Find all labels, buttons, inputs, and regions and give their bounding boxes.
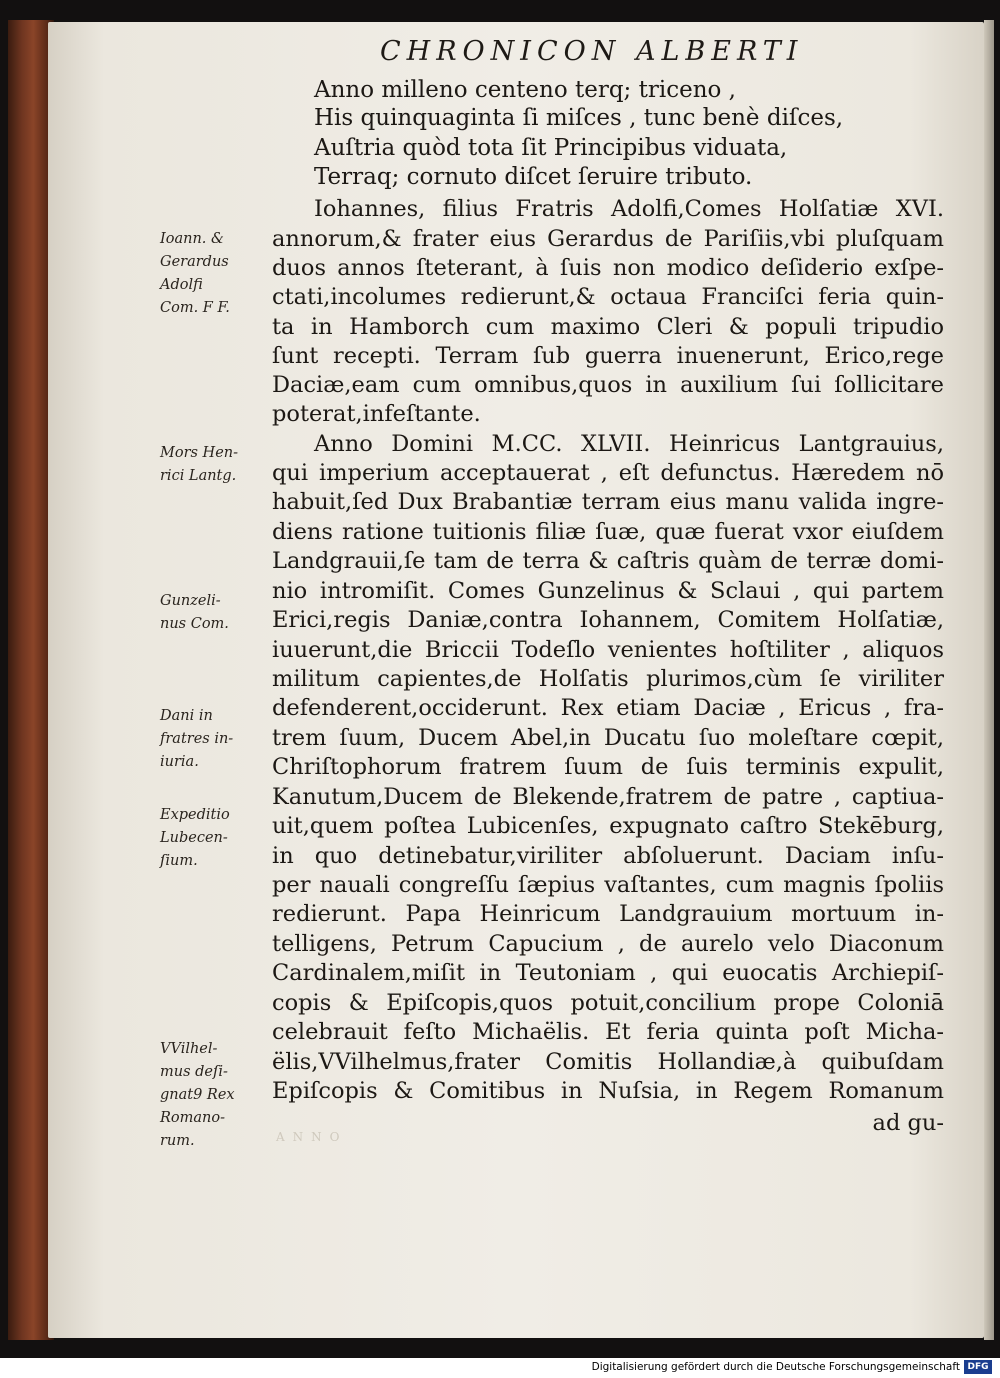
text-line: qui imperium acceptauerat , eſt defunctus. Hæredem nō <box>272 460 944 486</box>
text-line: Kanutum,Ducem de Blekende,fratrem de patre , captiua- <box>272 784 944 810</box>
text-line: redierunt. Papa Heinricum Landgrauium mortuum in- <box>272 901 944 927</box>
text-line: ta in Hamborch cum maximo Cleri & populi tripudio <box>272 314 944 340</box>
running-header: CHRONICON ALBERTI <box>380 36 804 67</box>
text-line: ëlis,VVilhelmus,frater Comitis Hollandiæ,à quibuſdam <box>272 1049 944 1075</box>
text-line: telligens, Petrum Capucium , de aurelo velo Diaconum <box>272 931 944 957</box>
text-line: per nauali congreſſu ſæpius vaſtantes, cum magnis ſpoliis <box>272 872 944 898</box>
text-line: militum capientes,de Holſatis plurimos,cùm ſe viriliter <box>272 666 944 692</box>
marginal-line: Expeditio <box>160 807 230 823</box>
marginal-note <box>160 590 270 636</box>
marginal-note <box>160 1038 270 1153</box>
verse-line: Anno milleno centeno terq; triceno , <box>314 77 736 103</box>
text-line: Erici,regis Daniæ,contra Iohannem, Comitem Holſatiæ, <box>272 607 944 633</box>
marginal-line: Gerardus <box>160 254 229 270</box>
text-line: defenderent,occiderunt. Rex etiam Daciæ , Ericus , fra- <box>272 695 944 721</box>
text-line: celebrauit feſto Michaëlis. Et feria quinta poſt Micha- <box>272 1019 944 1045</box>
marginal-line: mus deſi- <box>160 1064 228 1080</box>
marginal-line: Dani in <box>160 708 213 724</box>
text-line: uit,quem poſtea Lubicenſes, expugnato caſtro Stekēburg, <box>272 813 944 839</box>
marginal-line: rici Lantg. <box>160 468 237 484</box>
marginal-line: iuria. <box>160 754 199 770</box>
marginal-line: Lubecen- <box>160 830 228 846</box>
marginal-line: rum. <box>160 1133 195 1149</box>
marginal-line: VVilhel- <box>160 1041 218 1057</box>
catchword: ad gu- <box>872 1110 944 1136</box>
text-line: iuuerunt,die Briccii Todeſlo venientes hoſtiliter , aliquos <box>272 637 944 663</box>
page-edge <box>984 20 994 1340</box>
verse-line: Auſtria quòd tota ſit Principibus viduata, <box>314 135 788 161</box>
marginal-line: gnat9 Rex <box>160 1087 235 1103</box>
marginal-line: Romano- <box>160 1110 226 1126</box>
marginal-line: Ioann. & <box>160 231 224 247</box>
text-line: Epiſcopis & Comitibus in Nuſsia, in Regem Romanum <box>272 1078 944 1104</box>
text-line: in quo detinebatur,viriliter abſoluerunt. Daciam inſu- <box>272 843 944 869</box>
text-line: duos annos ſteterant, à ſuis non modico deſiderio exſpe- <box>272 255 944 281</box>
marginal-line: nus Com. <box>160 616 229 632</box>
marginal-note <box>160 228 270 320</box>
text-line: Iohannes, filius Fratris Adolfi,Comes Holſatiæ XVI. <box>314 196 944 222</box>
bleed-through-text: ANNO <box>276 1130 348 1144</box>
text-line: trem ſuum, Ducem Abel,in Ducatu ſuo moleſtare cœpit, <box>272 725 944 751</box>
text-line: ctati,incolumes redierunt,& octaua Franciſci feria quin- <box>272 284 944 310</box>
marginal-line: Com. F F. <box>160 300 230 316</box>
text-line: nio intromiſit. Comes Gunzelinus & Sclaui , qui partem <box>272 578 944 604</box>
footer-bar <box>0 1358 1000 1378</box>
dfg-logo: DFG <box>964 1360 992 1374</box>
funding-credit: Digitalisierung gefördert durch die Deutsche Forschungsgemeinschaft <box>591 1361 960 1373</box>
text-line: Anno Domini M.CC. XLVII. Heinricus Lantgrauius, <box>314 431 944 457</box>
marginal-note <box>160 804 270 873</box>
text-line: habuit,ſed Dux Brabantiæ terram eius manu valida ingre- <box>272 489 944 515</box>
marginal-note <box>160 705 270 774</box>
text-line: Landgrauii,ſe tam de terra & caſtris quàm de terræ domi- <box>272 548 944 574</box>
text-line: copis & Epiſcopis,quos potuit,concilium prope Coloniā <box>272 990 944 1016</box>
text-line: Cardinalem,miſit in Teutoniam , qui euocatis Archiepiſ- <box>272 960 944 986</box>
marginal-line: Adolfi <box>160 277 203 293</box>
text-line: Chriſtophorum fratrem ſuum de ſuis terminis expulit, <box>272 754 944 780</box>
text-line: diens ratione tuitionis filiæ ſuæ, quæ fuerat vxor eiuſdem <box>272 519 944 545</box>
marginal-line: Gunzeli- <box>160 593 221 609</box>
marginal-note <box>160 442 270 488</box>
text-line: poterat,infeſtante. <box>272 401 481 427</box>
text-line: ſunt recepti. Terram ſub guerra inuenerunt, Erico,rege <box>272 343 944 369</box>
verse-line: Terraq; cornuto diſcet ſeruire tributo. <box>314 164 753 190</box>
text-line: Daciæ,eam cum omnibus,quos in auxilium ſui ſollicitare <box>272 372 944 398</box>
marginal-line: Mors Hen- <box>160 445 239 461</box>
marginal-line: fratres in- <box>160 731 234 747</box>
marginal-line: ſium. <box>160 853 198 869</box>
verse-line: His quinquaginta ſi miſces , tunc benè diſces, <box>314 105 844 131</box>
text-line: annorum,& frater eius Gerardus de Pariſiis,vbi pluſquam <box>272 226 944 252</box>
